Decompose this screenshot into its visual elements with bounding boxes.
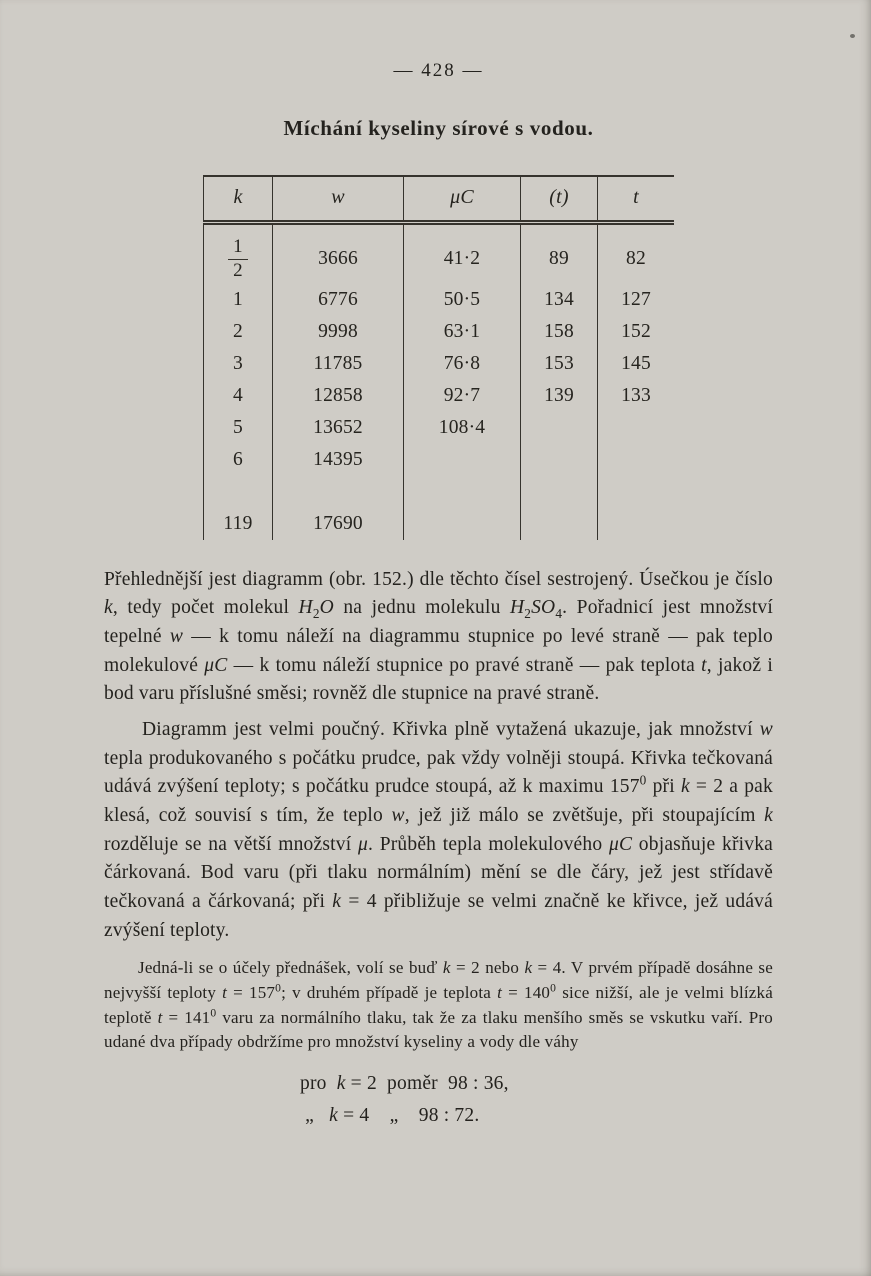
table-cell bbox=[521, 412, 598, 444]
ratio-block bbox=[300, 1068, 773, 1132]
table-cell: 82 bbox=[598, 223, 675, 284]
paragraph-diagram-overview: Přehlednější jest diagramm (obr. 152.) dle těchto čísel sestrojený. Úsečkou je číslo k, tedy počet molekul $H_2O$ na jednu molekulu $H_2SO_4$. Pořadnicí jest množství tepelné w — k tomu náleží na diagrammu stupnice po levé straně — pak teplo molekulové μC — k tomu náleží stupnice po pravé straně — pak teplota t, jakož i bod varu příslušné směsi; rovněž dle stupnice na pravé straně. bbox=[104, 568, 774, 705]
column-header: k bbox=[204, 176, 273, 223]
table-cell: 14395 bbox=[273, 444, 404, 476]
column-header: (t) bbox=[521, 176, 598, 223]
scan-speck bbox=[850, 34, 855, 38]
table-row bbox=[204, 380, 675, 412]
table-cell: 119 bbox=[204, 508, 273, 540]
table-cell: 1 bbox=[204, 284, 273, 316]
table-cell: 133 bbox=[598, 380, 675, 412]
data-table bbox=[203, 175, 674, 540]
page-number: — 428 — bbox=[393, 60, 484, 81]
table-cell bbox=[521, 476, 598, 508]
table-cell: 4 bbox=[204, 380, 273, 412]
table-cell: 145 bbox=[598, 348, 675, 380]
table-head bbox=[204, 176, 675, 223]
table-cell bbox=[598, 444, 675, 476]
footnote-paragraph: Jedná-li se o účely přednášek, volí se buď k = 2 nebo k = 4. V prvém případě dosáhne se nejvyšší teploty $t = 157^0$; v druhém případě je teplota $t = 140^0$ sice nižší, ale je velmi blízká teplotě $t = 141^0$ varu za normálního tlaku, tak že za tlaku menšího směs se vskutku vaří. Pro udané dva případy obdržíme pro množství kyseliny a vody dle váhy bbox=[104, 958, 773, 1052]
table-cell: 12858 bbox=[273, 380, 404, 412]
column-header: μC bbox=[404, 176, 521, 223]
column-header: w bbox=[273, 176, 404, 223]
table-row bbox=[204, 348, 675, 380]
table-cell: 5 bbox=[204, 412, 273, 444]
table-cell: 11785 bbox=[273, 348, 404, 380]
table-cell: 153 bbox=[521, 348, 598, 380]
table-cell: 6776 bbox=[273, 284, 404, 316]
table-cell bbox=[521, 508, 598, 540]
table-row bbox=[204, 476, 675, 508]
table-cell bbox=[521, 444, 598, 476]
table-row bbox=[204, 316, 675, 348]
table-row bbox=[204, 223, 675, 284]
table-row bbox=[204, 284, 675, 316]
table-cell: 6 bbox=[204, 444, 273, 476]
table-row bbox=[204, 444, 675, 476]
table-cell: 3 bbox=[204, 348, 273, 380]
table-body bbox=[204, 223, 675, 540]
table-header-row bbox=[204, 176, 675, 223]
table-cell: 92·7 bbox=[404, 380, 521, 412]
table-cell bbox=[598, 412, 675, 444]
ratio-line-2: „ k = 4 „ 98 : 72. bbox=[300, 1105, 480, 1127]
table-cell: 158 bbox=[521, 316, 598, 348]
table-cell: 3666 bbox=[273, 223, 404, 284]
ratio-line-1: pro k = 2 poměr 98 : 36, bbox=[300, 1072, 509, 1094]
table-cell: 9998 bbox=[273, 316, 404, 348]
table-cell bbox=[404, 476, 521, 508]
table-cell bbox=[204, 223, 273, 284]
fraction-value: $\frac{1}{2}$ bbox=[228, 237, 248, 282]
table-cell: 13652 bbox=[273, 412, 404, 444]
column-header: t bbox=[598, 176, 675, 223]
table-cell: 63·1 bbox=[404, 316, 521, 348]
page-title: Míchání kyseliny sírové s vodou. bbox=[283, 116, 594, 140]
table-cell: 50·5 bbox=[404, 284, 521, 316]
table-cell bbox=[598, 476, 675, 508]
footnote-block bbox=[104, 956, 773, 1055]
table-cell bbox=[404, 444, 521, 476]
table-cell bbox=[273, 476, 404, 508]
paragraph-diagram-discussion: Diagramm jest velmi poučný. Křivka plně vytažená ukazuje, jak množství w tepla produkovaného s počátku prudce, pak vždy volněji stoupá. Křivka tečkovaná udává zvýšení teploty; s počátku prudce stoupá, až k maximu $157^0$ při k = 2 a pak klesá, což souvisí s tím, že teplo w, jež již málo se zvětšuje, při stoupajícím k rozděluje se na větší množství μ. Průběh tepla molekulového μC objasňuje křivka čárkovaná. Bod varu (při tlaku normálním) mění se dle čáry, jež jest střídavě tečkovaná a čárkovaná; při k = 4 přibližuje se velmi značně ke křivce, jež udává zvýšení teploty. bbox=[104, 719, 774, 941]
table-cell bbox=[404, 508, 521, 540]
table-cell: 139 bbox=[521, 380, 598, 412]
table-row bbox=[204, 508, 675, 540]
table-cell bbox=[598, 508, 675, 540]
table-cell: 134 bbox=[521, 284, 598, 316]
table-cell: 108·4 bbox=[404, 412, 521, 444]
table-cell: 17690 bbox=[273, 508, 404, 540]
data-table-container bbox=[203, 175, 674, 540]
table-row bbox=[204, 412, 675, 444]
table-cell: 2 bbox=[204, 316, 273, 348]
table-cell: 41·2 bbox=[404, 223, 521, 284]
table-cell: 152 bbox=[598, 316, 675, 348]
table-cell: 76·8 bbox=[404, 348, 521, 380]
table-cell: 89 bbox=[521, 223, 598, 284]
table-cell: 127 bbox=[598, 284, 675, 316]
body-text bbox=[104, 566, 773, 946]
table-cell bbox=[204, 476, 273, 508]
